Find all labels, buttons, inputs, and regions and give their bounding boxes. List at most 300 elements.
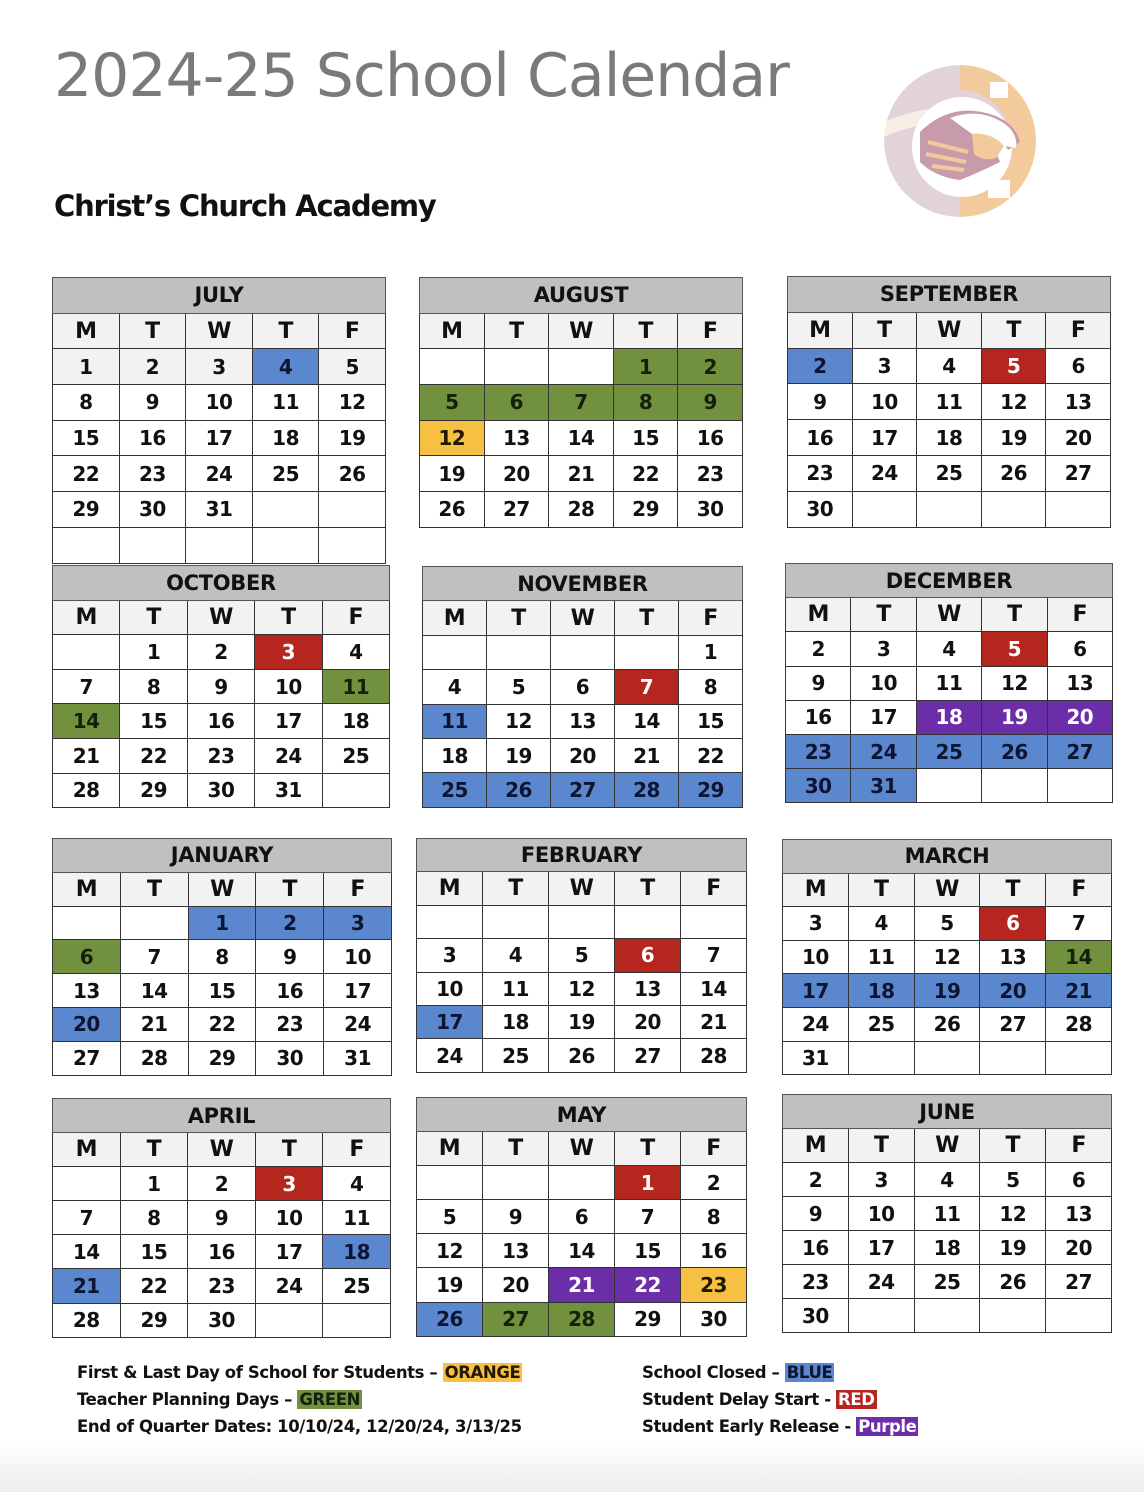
day-cell: 30 <box>256 1041 324 1075</box>
legend-item-first-last-day <box>77 1359 522 1386</box>
week-row <box>53 974 392 1008</box>
month-name: AUGUST <box>420 278 743 314</box>
day-cell: 19 <box>914 974 980 1008</box>
day-cell: 7 <box>615 670 679 704</box>
month-name: DECEMBER <box>786 564 1113 598</box>
day-cell: 13 <box>1047 666 1112 700</box>
day-cell: 23 <box>783 1265 849 1299</box>
day-cell: 12 <box>980 1197 1046 1231</box>
weekday-header: T <box>615 872 681 905</box>
week-row <box>783 1231 1112 1265</box>
week-row <box>417 1166 747 1200</box>
day-cell: 5 <box>487 670 551 704</box>
day-cell: 28 <box>615 773 679 807</box>
week-row <box>417 1302 747 1336</box>
day-cell: 10 <box>852 384 917 420</box>
weekday-header: M <box>417 1132 483 1166</box>
empty-day-cell <box>319 492 386 528</box>
day-cell: 27 <box>980 1007 1046 1041</box>
empty-day-cell <box>417 905 483 938</box>
day-cell: 28 <box>1046 1007 1112 1041</box>
day-cell: 30 <box>678 492 743 528</box>
empty-day-cell <box>1047 769 1112 803</box>
empty-day-cell <box>53 635 120 670</box>
day-cell: 18 <box>322 704 389 739</box>
weekday-header: T <box>483 1132 549 1166</box>
day-cell: 16 <box>681 1234 747 1268</box>
weekday-header: F <box>681 1132 747 1166</box>
empty-day-cell <box>848 1041 914 1075</box>
day-cell: 21 <box>615 738 679 772</box>
day-cell: 6 <box>484 385 549 421</box>
week-row <box>53 349 386 385</box>
day-cell: 9 <box>788 384 853 420</box>
week-row <box>420 349 743 385</box>
day-cell: 3 <box>324 906 392 940</box>
day-cell: 9 <box>119 385 186 421</box>
week-row <box>423 738 743 772</box>
day-cell: 2 <box>256 906 324 940</box>
week-row <box>783 1197 1112 1231</box>
weekday-header: T <box>484 313 549 349</box>
day-cell: 11 <box>423 704 487 738</box>
day-cell: 1 <box>53 349 120 385</box>
day-cell: 15 <box>120 1235 188 1269</box>
day-cell: 13 <box>615 972 681 1005</box>
day-cell: 4 <box>423 670 487 704</box>
week-row <box>783 907 1112 941</box>
day-cell: 22 <box>679 738 743 772</box>
empty-day-cell <box>53 527 120 563</box>
day-cell: 2 <box>188 1167 256 1201</box>
week-row <box>417 1268 747 1302</box>
day-cell: 23 <box>681 1268 747 1302</box>
day-cell: 19 <box>420 456 485 492</box>
school-name: Christ’s Church Academy <box>54 189 436 223</box>
week-row <box>53 906 392 940</box>
day-cell: 11 <box>916 666 981 700</box>
day-cell: 19 <box>487 738 551 772</box>
day-cell: 4 <box>848 907 914 941</box>
day-cell: 9 <box>483 1200 549 1234</box>
day-cell: 20 <box>980 974 1046 1008</box>
week-row <box>53 1269 391 1303</box>
empty-day-cell <box>681 905 747 938</box>
day-cell: 18 <box>252 420 319 456</box>
day-cell: 28 <box>549 1302 615 1336</box>
day-cell: 28 <box>549 492 614 528</box>
day-cell: 21 <box>120 1007 188 1041</box>
day-cell: 13 <box>53 974 121 1008</box>
day-cell: 12 <box>487 704 551 738</box>
day-cell: 2 <box>786 632 851 666</box>
empty-day-cell <box>852 491 917 527</box>
day-cell: 6 <box>1046 1163 1112 1197</box>
day-cell: 12 <box>549 972 615 1005</box>
day-cell: 18 <box>916 700 981 734</box>
weekday-header: F <box>323 1133 391 1167</box>
empty-day-cell <box>916 769 981 803</box>
weekday-header: M <box>53 872 121 906</box>
weekday-header: M <box>788 312 853 348</box>
day-cell: 18 <box>483 1005 549 1038</box>
weekday-header: M <box>53 1133 121 1167</box>
day-cell: 7 <box>53 669 120 704</box>
day-cell: 12 <box>981 384 1046 420</box>
day-cell: 16 <box>119 420 186 456</box>
week-row <box>788 455 1111 491</box>
empty-day-cell <box>914 1299 980 1333</box>
day-cell: 24 <box>852 455 917 491</box>
weekday-header: F <box>324 872 392 906</box>
week-row <box>423 773 743 807</box>
weekday-header: T <box>120 872 188 906</box>
day-cell: 10 <box>851 666 916 700</box>
empty-day-cell <box>615 905 681 938</box>
day-cell: 7 <box>120 940 188 974</box>
day-cell: 1 <box>120 635 187 670</box>
empty-day-cell <box>186 527 253 563</box>
empty-day-cell <box>53 906 121 940</box>
week-row <box>786 700 1113 734</box>
day-cell: 17 <box>783 974 849 1008</box>
day-cell: 26 <box>420 492 485 528</box>
day-cell: 4 <box>914 1163 980 1197</box>
week-row <box>783 1041 1112 1075</box>
empty-day-cell <box>1046 491 1111 527</box>
week-row <box>417 1200 747 1234</box>
weekday-header: M <box>783 873 849 907</box>
day-cell: 17 <box>186 420 253 456</box>
day-cell: 5 <box>549 939 615 972</box>
day-cell: 21 <box>53 738 120 773</box>
day-cell: 29 <box>679 773 743 807</box>
day-cell: 31 <box>783 1041 849 1075</box>
day-cell: 16 <box>188 1235 256 1269</box>
weekday-header: T <box>119 313 186 349</box>
week-row <box>783 1007 1112 1041</box>
day-cell: 2 <box>187 635 254 670</box>
day-cell: 4 <box>322 635 389 670</box>
day-cell: 30 <box>788 491 853 527</box>
month-august <box>419 277 743 528</box>
day-cell: 18 <box>917 420 982 456</box>
day-cell: 20 <box>1046 420 1111 456</box>
day-cell: 23 <box>119 456 186 492</box>
day-cell: 5 <box>981 348 1046 384</box>
month-january <box>52 838 392 1076</box>
day-cell: 25 <box>323 1269 391 1303</box>
day-cell: 20 <box>551 738 615 772</box>
month-name: MAY <box>417 1098 747 1132</box>
empty-day-cell <box>980 1299 1046 1333</box>
day-cell: 31 <box>255 773 322 808</box>
month-march <box>782 839 1112 1075</box>
empty-day-cell <box>982 769 1047 803</box>
day-cell: 6 <box>551 670 615 704</box>
day-cell: 28 <box>681 1039 747 1072</box>
day-cell: 2 <box>681 1166 747 1200</box>
day-cell: 20 <box>615 1005 681 1038</box>
month-may <box>416 1097 747 1337</box>
day-cell: 11 <box>848 940 914 974</box>
day-cell: 10 <box>417 972 483 1005</box>
week-row <box>417 939 747 972</box>
day-cell: 3 <box>848 1163 914 1197</box>
day-cell: 25 <box>423 773 487 807</box>
day-cell: 25 <box>916 734 981 768</box>
day-cell: 20 <box>484 456 549 492</box>
day-cell: 15 <box>613 420 678 456</box>
day-cell: 11 <box>322 669 389 704</box>
weekday-header: T <box>848 1129 914 1163</box>
weekday-header: F <box>322 600 389 635</box>
day-cell: 6 <box>1047 632 1112 666</box>
weekday-header: T <box>255 600 322 635</box>
day-cell: 31 <box>186 492 253 528</box>
empty-day-cell <box>487 635 551 669</box>
day-cell: 4 <box>916 632 981 666</box>
week-row <box>53 1201 391 1235</box>
day-cell: 28 <box>53 773 120 808</box>
day-cell: 25 <box>848 1007 914 1041</box>
day-cell: 4 <box>917 348 982 384</box>
week-row <box>788 384 1111 420</box>
day-cell: 8 <box>613 385 678 421</box>
day-cell: 27 <box>551 773 615 807</box>
week-row <box>53 635 390 670</box>
day-cell: 19 <box>417 1268 483 1302</box>
day-cell: 25 <box>483 1039 549 1072</box>
empty-day-cell <box>417 1166 483 1200</box>
day-cell: 12 <box>420 420 485 456</box>
day-cell: 14 <box>120 974 188 1008</box>
legend-swatch-purple: Purple <box>858 1417 917 1436</box>
day-cell: 2 <box>119 349 186 385</box>
empty-day-cell <box>917 491 982 527</box>
day-cell: 9 <box>678 385 743 421</box>
legend-label: End of Quarter Dates: 10/10/24, 12/20/24, 3/13/25 <box>77 1417 522 1436</box>
day-cell: 9 <box>256 940 324 974</box>
legend-swatch-blue: BLUE <box>786 1363 833 1382</box>
week-row <box>783 1265 1112 1299</box>
month-name: OCTOBER <box>53 566 390 601</box>
week-row <box>53 527 386 563</box>
weekday-header: T <box>980 873 1046 907</box>
day-cell: 20 <box>483 1268 549 1302</box>
legend-item-delay-start <box>642 1386 918 1413</box>
day-cell: 3 <box>852 348 917 384</box>
month-november <box>422 566 743 808</box>
day-cell: 10 <box>255 669 322 704</box>
day-cell: 21 <box>549 456 614 492</box>
week-row <box>420 456 743 492</box>
day-cell: 19 <box>981 420 1046 456</box>
day-cell: 4 <box>323 1167 391 1201</box>
legend-swatch-orange: ORANGE <box>444 1363 521 1382</box>
day-cell: 3 <box>255 1167 323 1201</box>
day-cell: 8 <box>120 669 187 704</box>
day-cell: 21 <box>549 1268 615 1302</box>
day-cell: 13 <box>551 704 615 738</box>
week-row <box>53 773 390 808</box>
week-row <box>417 905 747 938</box>
day-cell: 31 <box>324 1041 392 1075</box>
day-cell: 3 <box>186 349 253 385</box>
week-row <box>420 385 743 421</box>
weekday-header: W <box>916 598 981 632</box>
weekday-header: W <box>917 312 982 348</box>
day-cell: 5 <box>420 385 485 421</box>
day-cell: 10 <box>324 940 392 974</box>
day-cell: 17 <box>851 700 916 734</box>
empty-day-cell <box>484 349 549 385</box>
day-cell: 12 <box>982 666 1047 700</box>
day-cell: 16 <box>783 1231 849 1265</box>
day-cell: 24 <box>848 1265 914 1299</box>
day-cell: 5 <box>914 907 980 941</box>
day-cell: 1 <box>679 635 743 669</box>
day-cell: 16 <box>256 974 324 1008</box>
day-cell: 17 <box>848 1231 914 1265</box>
day-cell: 28 <box>120 1041 188 1075</box>
day-cell: 23 <box>788 455 853 491</box>
day-cell: 25 <box>322 738 389 773</box>
day-cell: 24 <box>255 1269 323 1303</box>
day-cell: 27 <box>1046 1265 1112 1299</box>
day-cell: 10 <box>186 385 253 421</box>
day-cell: 15 <box>120 704 187 739</box>
day-cell: 26 <box>487 773 551 807</box>
month-name: JULY <box>53 278 386 314</box>
weekday-header: W <box>549 872 615 905</box>
day-cell: 21 <box>53 1269 121 1303</box>
weekday-header: M <box>417 872 483 905</box>
day-cell: 30 <box>681 1302 747 1336</box>
day-cell: 1 <box>613 349 678 385</box>
day-cell: 30 <box>786 769 851 803</box>
day-cell: 21 <box>681 1005 747 1038</box>
day-cell: 8 <box>679 670 743 704</box>
day-cell: 11 <box>917 384 982 420</box>
day-cell: 27 <box>483 1302 549 1336</box>
day-cell: 17 <box>255 704 322 739</box>
empty-day-cell <box>420 349 485 385</box>
day-cell: 3 <box>783 907 849 941</box>
day-cell: 18 <box>914 1231 980 1265</box>
day-cell: 13 <box>1046 384 1111 420</box>
day-cell: 8 <box>120 1201 188 1235</box>
day-cell: 17 <box>852 420 917 456</box>
weekday-header: T <box>848 873 914 907</box>
day-cell: 13 <box>980 940 1046 974</box>
day-cell: 3 <box>417 939 483 972</box>
day-cell: 7 <box>681 939 747 972</box>
day-cell: 11 <box>252 385 319 421</box>
empty-day-cell <box>981 491 1046 527</box>
weekday-header: M <box>786 598 851 632</box>
day-cell: 24 <box>255 738 322 773</box>
day-cell: 6 <box>549 1200 615 1234</box>
day-cell: 2 <box>678 349 743 385</box>
day-cell: 29 <box>120 773 187 808</box>
day-cell: 26 <box>914 1007 980 1041</box>
week-row <box>53 1007 392 1041</box>
day-cell: 27 <box>1046 455 1111 491</box>
day-cell: 23 <box>678 456 743 492</box>
day-cell: 30 <box>188 1303 256 1337</box>
day-cell: 27 <box>615 1039 681 1072</box>
day-cell: 7 <box>615 1200 681 1234</box>
day-cell: 3 <box>851 632 916 666</box>
week-row <box>423 670 743 704</box>
empty-day-cell <box>120 906 188 940</box>
day-cell: 29 <box>120 1303 188 1337</box>
day-cell: 22 <box>613 456 678 492</box>
weekday-header: F <box>681 872 747 905</box>
weekday-header: W <box>549 313 614 349</box>
day-cell: 9 <box>786 666 851 700</box>
day-cell: 15 <box>188 974 256 1008</box>
week-row <box>53 492 386 528</box>
day-cell: 23 <box>187 738 254 773</box>
weekday-header: F <box>678 313 743 349</box>
day-cell: 26 <box>982 734 1047 768</box>
day-cell: 22 <box>120 738 187 773</box>
weekday-header: T <box>487 601 551 635</box>
legend-left <box>77 1359 522 1440</box>
empty-day-cell <box>549 1166 615 1200</box>
day-cell: 26 <box>981 455 1046 491</box>
week-row <box>53 738 390 773</box>
week-row <box>788 491 1111 527</box>
weekday-header: W <box>188 1133 256 1167</box>
week-row <box>420 492 743 528</box>
day-cell: 12 <box>417 1234 483 1268</box>
day-cell: 12 <box>319 385 386 421</box>
month-october <box>52 565 390 808</box>
weekday-header: T <box>982 598 1047 632</box>
week-row <box>53 1303 391 1337</box>
day-cell: 27 <box>484 492 549 528</box>
month-name: NOVEMBER <box>423 567 743 601</box>
empty-day-cell <box>483 1166 549 1200</box>
day-cell: 14 <box>53 1235 121 1269</box>
day-cell: 19 <box>982 700 1047 734</box>
day-cell: 14 <box>549 1234 615 1268</box>
day-cell: 7 <box>53 1201 121 1235</box>
legend-label: Student Early Release - <box>642 1417 857 1436</box>
week-row <box>423 635 743 669</box>
week-row <box>786 632 1113 666</box>
weekday-header: M <box>783 1129 849 1163</box>
day-cell: 9 <box>783 1197 849 1231</box>
day-cell: 8 <box>188 940 256 974</box>
day-cell: 14 <box>615 704 679 738</box>
day-cell: 24 <box>324 1007 392 1041</box>
day-cell: 25 <box>917 455 982 491</box>
month-july <box>52 277 386 564</box>
page-title: 2024-25 School Calendar <box>54 41 789 111</box>
empty-day-cell <box>53 1167 121 1201</box>
week-row <box>788 348 1111 384</box>
day-cell: 12 <box>914 940 980 974</box>
weekday-header: W <box>551 601 615 635</box>
day-cell: 4 <box>483 939 549 972</box>
day-cell: 28 <box>53 1303 121 1337</box>
weekday-header: M <box>53 313 120 349</box>
day-cell: 19 <box>319 420 386 456</box>
